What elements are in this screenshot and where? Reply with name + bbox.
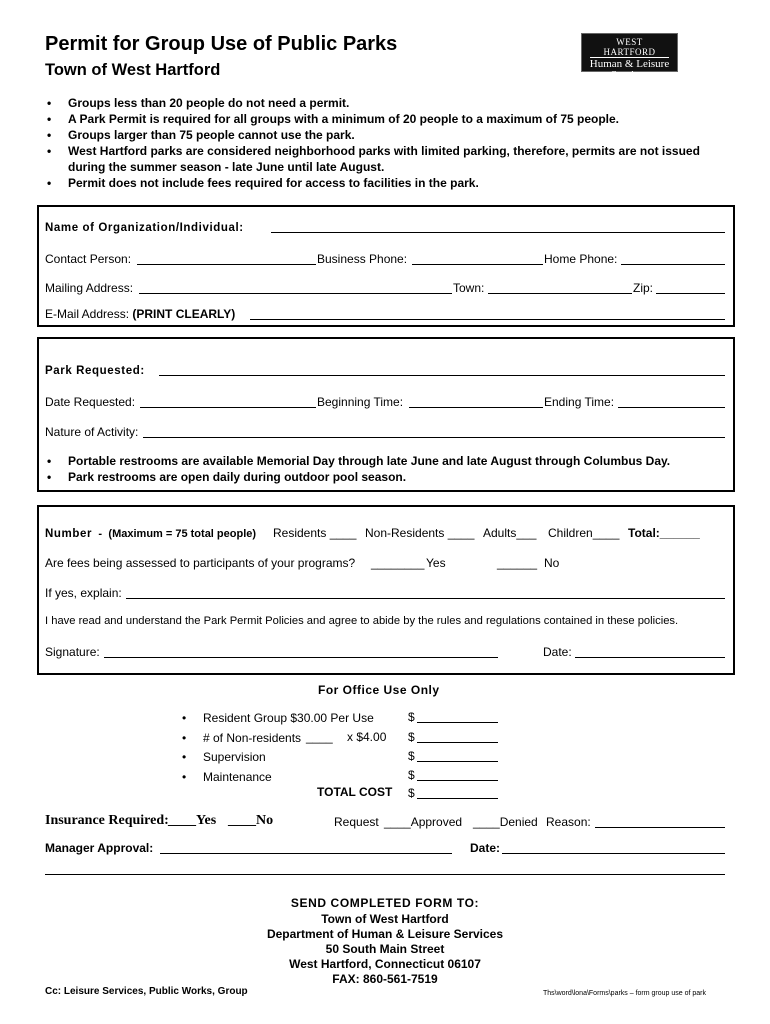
- logo-line-3: Services: [610, 69, 649, 81]
- adults-count[interactable]: Adults___: [483, 526, 537, 540]
- dollar-sign: $: [408, 730, 415, 744]
- send-to-line: Town of West Hartford: [321, 912, 449, 926]
- agreement-text: I have read and understand the Park Permit Policies and agree to abide by the rules and regulations contained in these policies.: [45, 615, 679, 627]
- children-count[interactable]: Children____: [548, 526, 620, 540]
- nature-activity-label: Nature of Activity:: [45, 425, 139, 439]
- email-print-note: (PRINT CLEARLY): [132, 307, 236, 321]
- zip-label: Zip:: [633, 281, 654, 295]
- manager-approval-field[interactable]: [160, 853, 452, 854]
- non-residents-count[interactable]: Non-Residents ____: [365, 526, 475, 540]
- non-resident-fee-field[interactable]: [417, 742, 498, 743]
- date-requested-field[interactable]: [140, 407, 316, 408]
- non-residents-blank[interactable]: ____: [306, 730, 333, 744]
- email-label-text: E-Mail Address:: [45, 307, 130, 321]
- fee-resident-group: • Resident Group $30.00 Per Use: [182, 709, 374, 729]
- contact-person-label: Contact Person:: [45, 252, 132, 266]
- insurance-no[interactable]: ____No: [228, 813, 274, 828]
- nature-activity-field[interactable]: [143, 437, 725, 438]
- page-subtitle: Town of West Hartford: [45, 61, 221, 79]
- fax-line: FAX: 860-561-7519: [332, 972, 438, 986]
- manager-date-label: Date:: [470, 841, 501, 855]
- park-requested-field[interactable]: [159, 375, 725, 376]
- manager-date-field[interactable]: [502, 853, 725, 854]
- dollar-sign: $: [408, 768, 415, 782]
- number-label: Number: [45, 528, 93, 540]
- home-phone-label: Home Phone:: [544, 252, 618, 266]
- fee-non-residents: • # of Non-residents: [182, 729, 374, 749]
- mailing-address-label: Mailing Address:: [45, 281, 134, 295]
- business-phone-label: Business Phone:: [317, 252, 408, 266]
- total-cost-label: TOTAL COST: [317, 785, 393, 799]
- send-to-line: West Hartford, Connecticut 06107: [289, 957, 481, 971]
- signature-date-field[interactable]: [575, 657, 725, 658]
- office-fee-list: [182, 709, 374, 787]
- restroom-notes: [45, 453, 670, 485]
- organization-name-label: Name of Organization/Individual:: [45, 222, 244, 234]
- logo-line-2: Human & Leisure: [589, 58, 670, 70]
- cc-note: Cc: Leisure Services, Public Works, Group: [45, 986, 248, 997]
- logo-line-1: WEST HARTFORD: [590, 37, 669, 58]
- send-to-line: Department of Human & Leisure Services: [266, 927, 504, 941]
- ending-time-field[interactable]: [618, 407, 725, 408]
- non-resident-rate: x $4.00: [347, 730, 387, 744]
- ending-time-label: Ending Time:: [544, 395, 615, 409]
- dollar-sign: $: [408, 786, 415, 800]
- residents-count[interactable]: Residents ____: [273, 526, 357, 540]
- restroom-note: • Park restrooms are open daily during outdoor pool season.: [45, 469, 670, 485]
- section-divider: [45, 874, 725, 875]
- maximum-note: (Maximum = 75 total people): [108, 528, 257, 540]
- rule-item: • Permit does not include fees required for access to facilities in the park.: [45, 175, 725, 191]
- signature-label: Signature:: [45, 645, 100, 659]
- office-use-heading: For Office Use Only: [318, 683, 440, 697]
- request-approved[interactable]: ____Approved: [384, 815, 463, 829]
- beginning-time-label: Beginning Time:: [317, 395, 404, 409]
- fee-supervision: • Supervision: [182, 748, 374, 768]
- park-requested-label: Park Requested:: [45, 365, 145, 377]
- fees-no-blank[interactable]: ______: [497, 556, 538, 570]
- fees-yes-blank[interactable]: ________: [371, 556, 425, 570]
- rule-item: • Groups less than 20 people do not need a permit.: [45, 95, 725, 111]
- explain-field[interactable]: [126, 598, 725, 599]
- send-to-heading: SEND COMPLETED FORM TO:: [290, 896, 480, 910]
- total-cost-field[interactable]: [417, 798, 498, 799]
- town-field[interactable]: [488, 293, 632, 294]
- home-phone-field[interactable]: [621, 264, 725, 265]
- number-dash: -: [98, 528, 103, 540]
- send-to-line: 50 South Main Street: [325, 942, 445, 956]
- beginning-time-field[interactable]: [409, 407, 543, 408]
- signature-field[interactable]: [104, 657, 498, 658]
- supervision-fee-field[interactable]: [417, 761, 498, 762]
- rule-item: • A Park Permit is required for all groups with a minimum of 20 people to a maximum of 75 people.: [45, 111, 725, 127]
- email-field[interactable]: [250, 319, 725, 320]
- signature-date-label: Date:: [543, 645, 572, 659]
- file-path-note: Ths\word\lona\Forms\parks – form group use of park: [543, 990, 707, 997]
- mailing-address-field[interactable]: [139, 293, 452, 294]
- rule-item: • Groups larger than 75 people cannot use the park.: [45, 127, 725, 143]
- reason-label: Reason:: [546, 815, 591, 829]
- dollar-sign: $: [408, 749, 415, 763]
- resident-fee-field[interactable]: [417, 722, 498, 723]
- maintenance-fee-field[interactable]: [417, 780, 498, 781]
- total-count[interactable]: Total:______: [628, 526, 700, 540]
- insurance-label: Insurance Required:: [45, 813, 169, 828]
- fees-no-label: No: [544, 556, 560, 570]
- zip-field[interactable]: [656, 293, 725, 294]
- fees-question: Are fees being assessed to participants of your programs?: [45, 556, 356, 570]
- organization-name-field[interactable]: [271, 232, 725, 233]
- restroom-note: • Portable restrooms are available Memorial Day through late June and late August through Columbus Day.: [45, 453, 670, 469]
- business-phone-field[interactable]: [412, 264, 543, 265]
- email-label: [45, 307, 235, 321]
- contact-person-field[interactable]: [137, 264, 316, 265]
- fees-yes-label: Yes: [426, 556, 446, 570]
- dollar-sign: $: [408, 710, 415, 724]
- town-label: Town:: [453, 281, 485, 295]
- date-requested-label: Date Requested:: [45, 395, 136, 409]
- request-label: Request: [334, 815, 379, 829]
- page-title: Permit for Group Use of Public Parks: [45, 33, 398, 55]
- reason-field[interactable]: [595, 827, 725, 828]
- manager-approval-label: Manager Approval:: [45, 841, 154, 855]
- number-row: [45, 526, 256, 540]
- rule-item: • West Hartford parks are considered neighborhood parks with limited parking, therefore, permits are not issued during the summer season - late June until late August.: [45, 143, 725, 175]
- explain-label: If yes, explain:: [45, 586, 122, 600]
- department-logo: [581, 33, 678, 81]
- fee-maintenance: • Maintenance: [182, 768, 374, 788]
- permit-rules-list: [45, 95, 725, 191]
- request-denied[interactable]: ____Denied: [473, 815, 538, 829]
- insurance-yes[interactable]: ____Yes: [168, 813, 217, 828]
